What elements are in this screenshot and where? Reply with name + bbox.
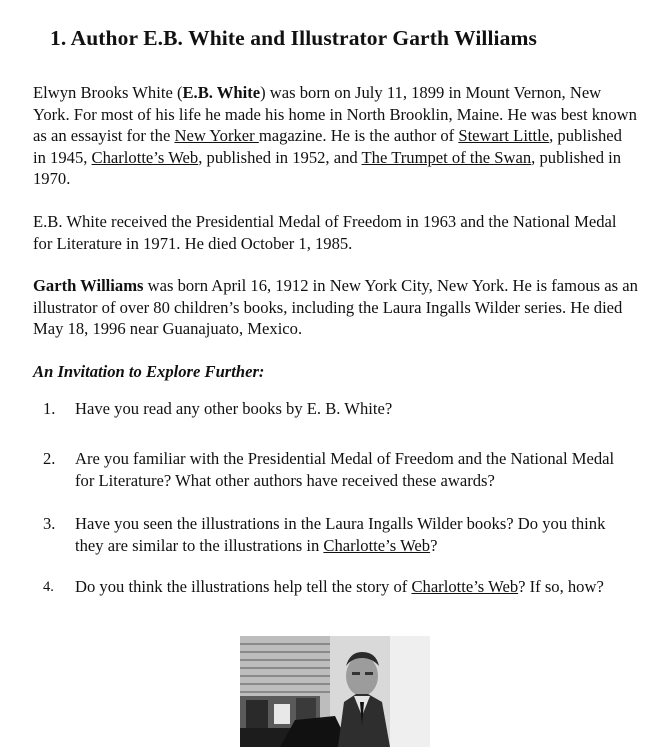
text-span: , published in 1945, xyxy=(33,126,622,167)
text-span: , published in 1970. xyxy=(33,147,622,189)
text-span: was born April 16, 1912 in New York City, New York. He is famous as an illustrator of over 80 children’s books, including the Laura Ingalls Wilder series. He died May 18, 1996 near Guanajuato, Mexico. xyxy=(33,276,638,339)
title-charlottes-web: Charlotte’s Web xyxy=(323,535,431,555)
bold-name-eb-white: E.B. White xyxy=(182,83,261,102)
question-text xyxy=(75,513,635,556)
author-portrait-photo xyxy=(240,636,430,747)
title-new-yorker: New Yorker xyxy=(174,126,259,146)
portrait-image xyxy=(240,636,430,747)
text-span: ? If so, how? xyxy=(518,577,604,596)
question-text: Have you read any other books by E. B. White? xyxy=(75,399,393,418)
question-number: 3. xyxy=(43,514,56,533)
text-span: Elwyn Brooks White ( xyxy=(33,83,183,102)
white-awards-paragraph: E.B. White received the Presidential Medal of Freedom in 1963 and the National Medal for Literature in 1971. He died October 1, 1985. xyxy=(33,212,617,253)
question-number: 1. xyxy=(43,399,56,418)
williams-biography-paragraph xyxy=(33,275,638,340)
question-text xyxy=(75,576,635,598)
white-biography-paragraph xyxy=(33,82,638,190)
bold-name-garth-williams: Garth Williams xyxy=(33,276,144,295)
title-trumpet-of-the-swan: The Trumpet of the Swan xyxy=(361,147,532,167)
text-span: ? xyxy=(430,535,438,555)
text-span: magazine. He is the author of xyxy=(258,126,459,146)
text-span: Have you seen the illustrations in the Laura Ingalls Wilder books? Do you think they are similar to the illustrations in xyxy=(75,514,606,555)
page-title: 1. Author E.B. White and Illustrator Garth Williams xyxy=(50,26,537,50)
text-span: ) was born on July 11, 1899 in Mount Vernon, New York. For most of his life he made his home in North Brooklin, Maine. He was best known as an essayist for the xyxy=(33,83,637,146)
text-span: Do you think the illustrations help tell the story of xyxy=(75,577,412,596)
question-number: 4. xyxy=(43,579,54,595)
title-charlottes-web: Charlotte’s Web xyxy=(411,577,519,596)
question-number: 2. xyxy=(43,449,56,468)
question-text: Are you familiar with the Presidential Medal of Freedom and the National Medal for Literature? What other authors have received these awards? xyxy=(75,449,615,490)
invitation-heading: An Invitation to Explore Further: xyxy=(33,362,265,381)
title-charlottes-web: Charlotte’s Web xyxy=(91,147,199,167)
title-stewart-little: Stewart Little xyxy=(458,126,550,146)
text-span: , published in 1952, and xyxy=(198,147,362,167)
